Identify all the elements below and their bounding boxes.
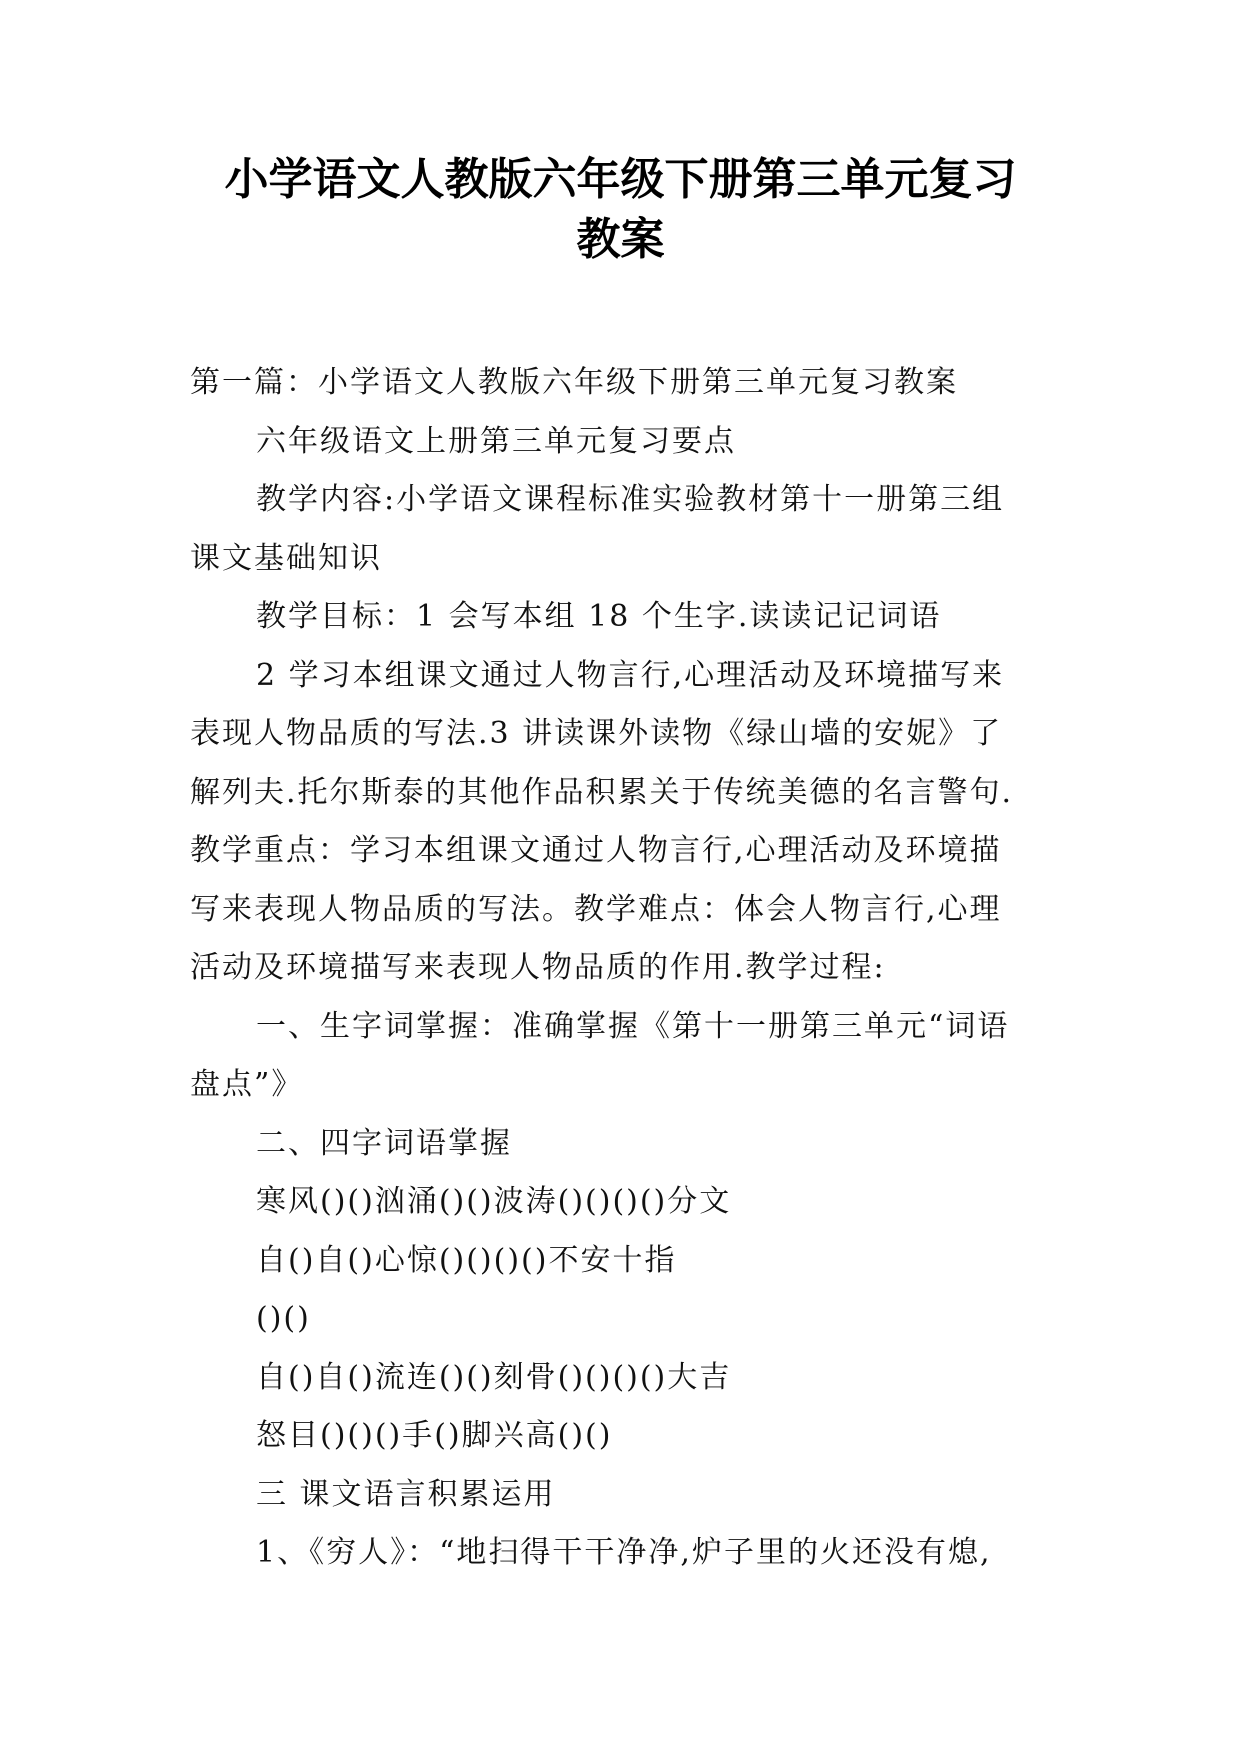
- body-line-19: 怒目()()()手()脚兴高()(): [256, 1418, 613, 1453]
- body-line-21: 1、《穷人》：“地扫得干干净净,炉子里的火还没有熄,: [256, 1535, 992, 1570]
- body-line-14: 二、四字词语掌握: [256, 1125, 512, 1161]
- document-title: [0, 150, 1241, 270]
- document-title-line-2: 教案: [576, 214, 665, 265]
- body-line-4: 课文基础知识: [190, 540, 382, 576]
- document-body: [190, 354, 1050, 1583]
- body-line-18: 自()自()流连()()刻骨()()()()大吉: [256, 1359, 732, 1395]
- body-line-3: 教学内容:小学语文课程标准实验教材第十一册第三组: [256, 482, 1005, 517]
- body-line-2: 六年级语文上册第三单元复习要点: [256, 423, 736, 459]
- document-title-line-1: 小学语文人教版六年级下册第三单元复习: [224, 154, 1017, 205]
- body-line-15: 寒风()()汹涌()()波涛()()()()分文: [256, 1184, 732, 1219]
- body-line-13: 盘点”》: [190, 1067, 304, 1102]
- body-line-11: 活动及环境描写来表现人物品质的作用.教学过程:: [190, 950, 886, 985]
- body-line-16: 自()自()心惊()()()()不安十指: [256, 1242, 677, 1278]
- body-line-8: 解列夫.托尔斯泰的其他作品积累关于传统美德的名言警句.: [190, 774, 1014, 810]
- body-line-20: 三 课文语言积累运用: [256, 1476, 556, 1512]
- body-line-1: 第一篇：小学语文人教版六年级下册第三单元复习教案: [190, 365, 958, 400]
- body-line-12: 一、生字词掌握：准确掌握《第十一册第三单元“词语: [256, 1008, 1010, 1044]
- body-line-17: ()(): [256, 1301, 311, 1336]
- body-line-9: 教学重点：学习本组课文通过人物言行,心理活动及环境描: [190, 833, 1002, 868]
- body-line-6: 2 学习本组课文通过人物言行,心理活动及环境描写来: [256, 657, 1005, 693]
- body-line-10: 写来表现人物品质的写法。教学难点：体会人物言行,心理: [190, 891, 1002, 927]
- body-line-7: 表现人物品质的写法.3 讲读课外读物《绿山墙的安妮》了: [190, 716, 1003, 751]
- body-line-5: 教学目标：1 会写本组 18 个生字.读读记记词语: [256, 599, 942, 634]
